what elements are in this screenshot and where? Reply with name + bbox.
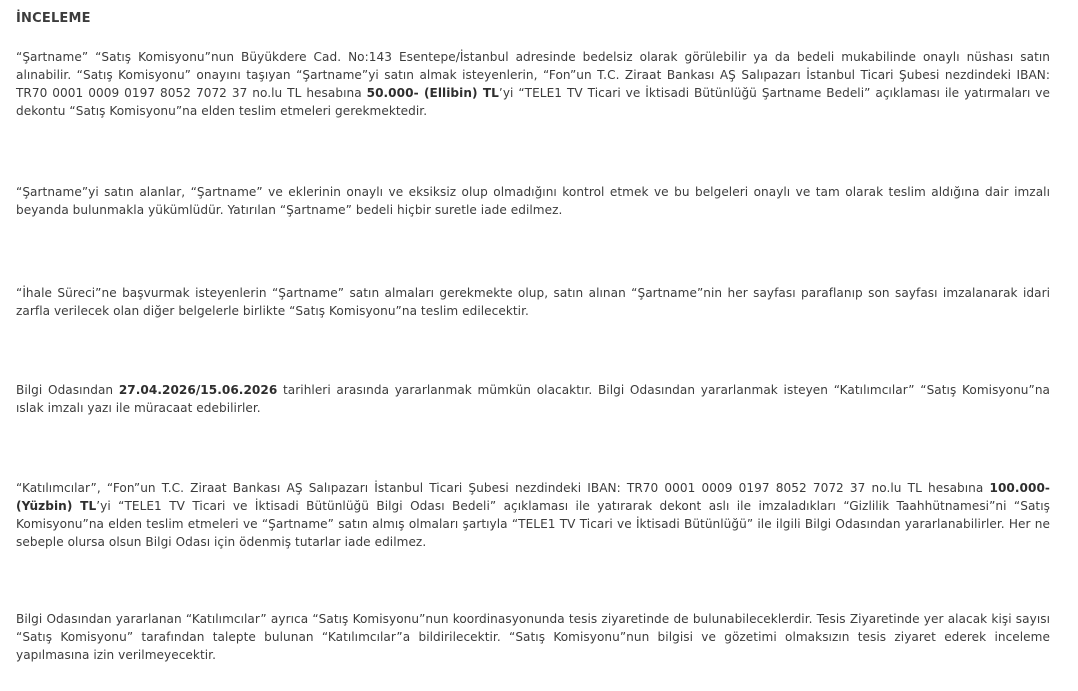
paragraph-sartname-satis: [16, 48, 1050, 120]
paragraph-bold-amount: 50.000- (Ellibin) TL: [366, 86, 499, 100]
paragraph-text: ’yi “TELE1 TV Ticari ve İktisadi Bütünlüğü Şartname Bedeli” açıklaması ile yatırmaları ve dekontu “Satış Komisyonu”na elden teslim etmeleri gerekmektedir.: [16, 86, 1050, 118]
section-title-container: [16, 10, 91, 51]
section-title: İNCELEME: [16, 11, 91, 26]
paragraph-text: “Katılımcılar”, “Fon”un T.C. Ziraat Bankası AŞ Salıpazarı İstanbul Ticari Şubesi nezdindeki IBAN: TR70 0001 0009 0197 8052 7072 37 no.lu TL hesabına: [16, 481, 990, 495]
paragraph-text: “İhale Süreci”ne başvurmak isteyenlerin “Şartname” satın almaları gerekmekte olup, satın alınan “Şartname”nin her sayfası paraflanıp son sayfası imzalanarak idari zarfla verilecek olan diğer belgelerle birlikte “Satış Komisyonu”na teslim edilecektir.: [16, 286, 1050, 318]
paragraph-ihale-sureci: [16, 284, 1050, 320]
paragraph-bold-amount: 100.000- (Yüzbin) TL: [16, 481, 1050, 513]
paragraph-text: “Şartname” “Satış Komisyonu”nun Büyükdere Cad. No:143 Esentepe/İstanbul adresinde bedelsiz olarak görülebilir ya da bedeli mukabilinde onaylı nüshası satın alınabilir. “Satış Komisyonu” onayını taşıyan “Şartname”yi satın almak isteyenlerin, “Fon”un T.C. Ziraat Bankası AŞ Salıpazarı İstanbul Ticari Şubesi nezdindeki IBAN: TR70 0001 0009 0197 8052 7072 37 no.lu TL hesabına: [16, 50, 1050, 100]
paragraph-text: “Şartname”yi satın alanlar, “Şartname” ve eklerinin onaylı ve eksiksiz olup olmadığını kontrol etmek ve bu belgeleri onaylı ve tam olarak teslim aldığına dair imzalı beyanda bulunmakla yükümlüdür. Yatırılan “Şartname” bedeli hiçbir suretle iade edilmez.: [16, 185, 1050, 217]
paragraph-text: ’yi “TELE1 TV Ticari ve İktisadi Bütünlüğü Bilgi Odası Bedeli” açıklaması ile yatırarak dekont aslı ile imzaladıkları “Gizlilik Taahhütnamesi”ni “Satış Komisyonu”na elden teslim etmeleri ve “Şartname” satın almış olmaları şartıyla “TELE1 TV Ticari ve İktisadi Bütünlüğü” ile ilgili Bilgi Odasından yararlanabilirler. Her ne sebeple olursa olsun Bilgi Odası için ödenmiş tutarlar iade edilmez.: [16, 499, 1050, 549]
paragraph-text: Bilgi Odasından yararlanan “Katılımcılar” ayrıca “Satış Komisyonu”nun koordinasyonunda tesis ziyaretinde de bulunabileceklerdir. Tesis Ziyaretinde yer alacak kişi sayısı “Satış Komisyonu” tarafından talepte bulunan “Katılımcılar”a bildirilecektir. “Satış Komisyonu”nun bilgisi ve gözetimi olmaksızın tesis ziyaret ederek inceleme yapılmasına izin verilmeyecektir.: [16, 612, 1050, 662]
paragraph-sartname-yukumluluk: [16, 183, 1050, 219]
paragraph-tesis-ziyareti: [16, 610, 1050, 664]
paragraph-bilgi-odasi-tarih: [16, 381, 1050, 417]
paragraph-text: Bilgi Odasından: [16, 383, 119, 397]
paragraph-bilgi-odasi-bedel: [16, 479, 1050, 551]
paragraph-bold-dates: 27.04.2026/15.06.2026: [118, 383, 278, 397]
paragraph-text: tarihleri arasında yararlanmak mümkün olacaktır. Bilgi Odasından yararlanmak isteyen “Katılımcılar” “Satış Komisyonu”na ıslak imzalı yazı ile müracaat edebilirler.: [16, 383, 1050, 415]
